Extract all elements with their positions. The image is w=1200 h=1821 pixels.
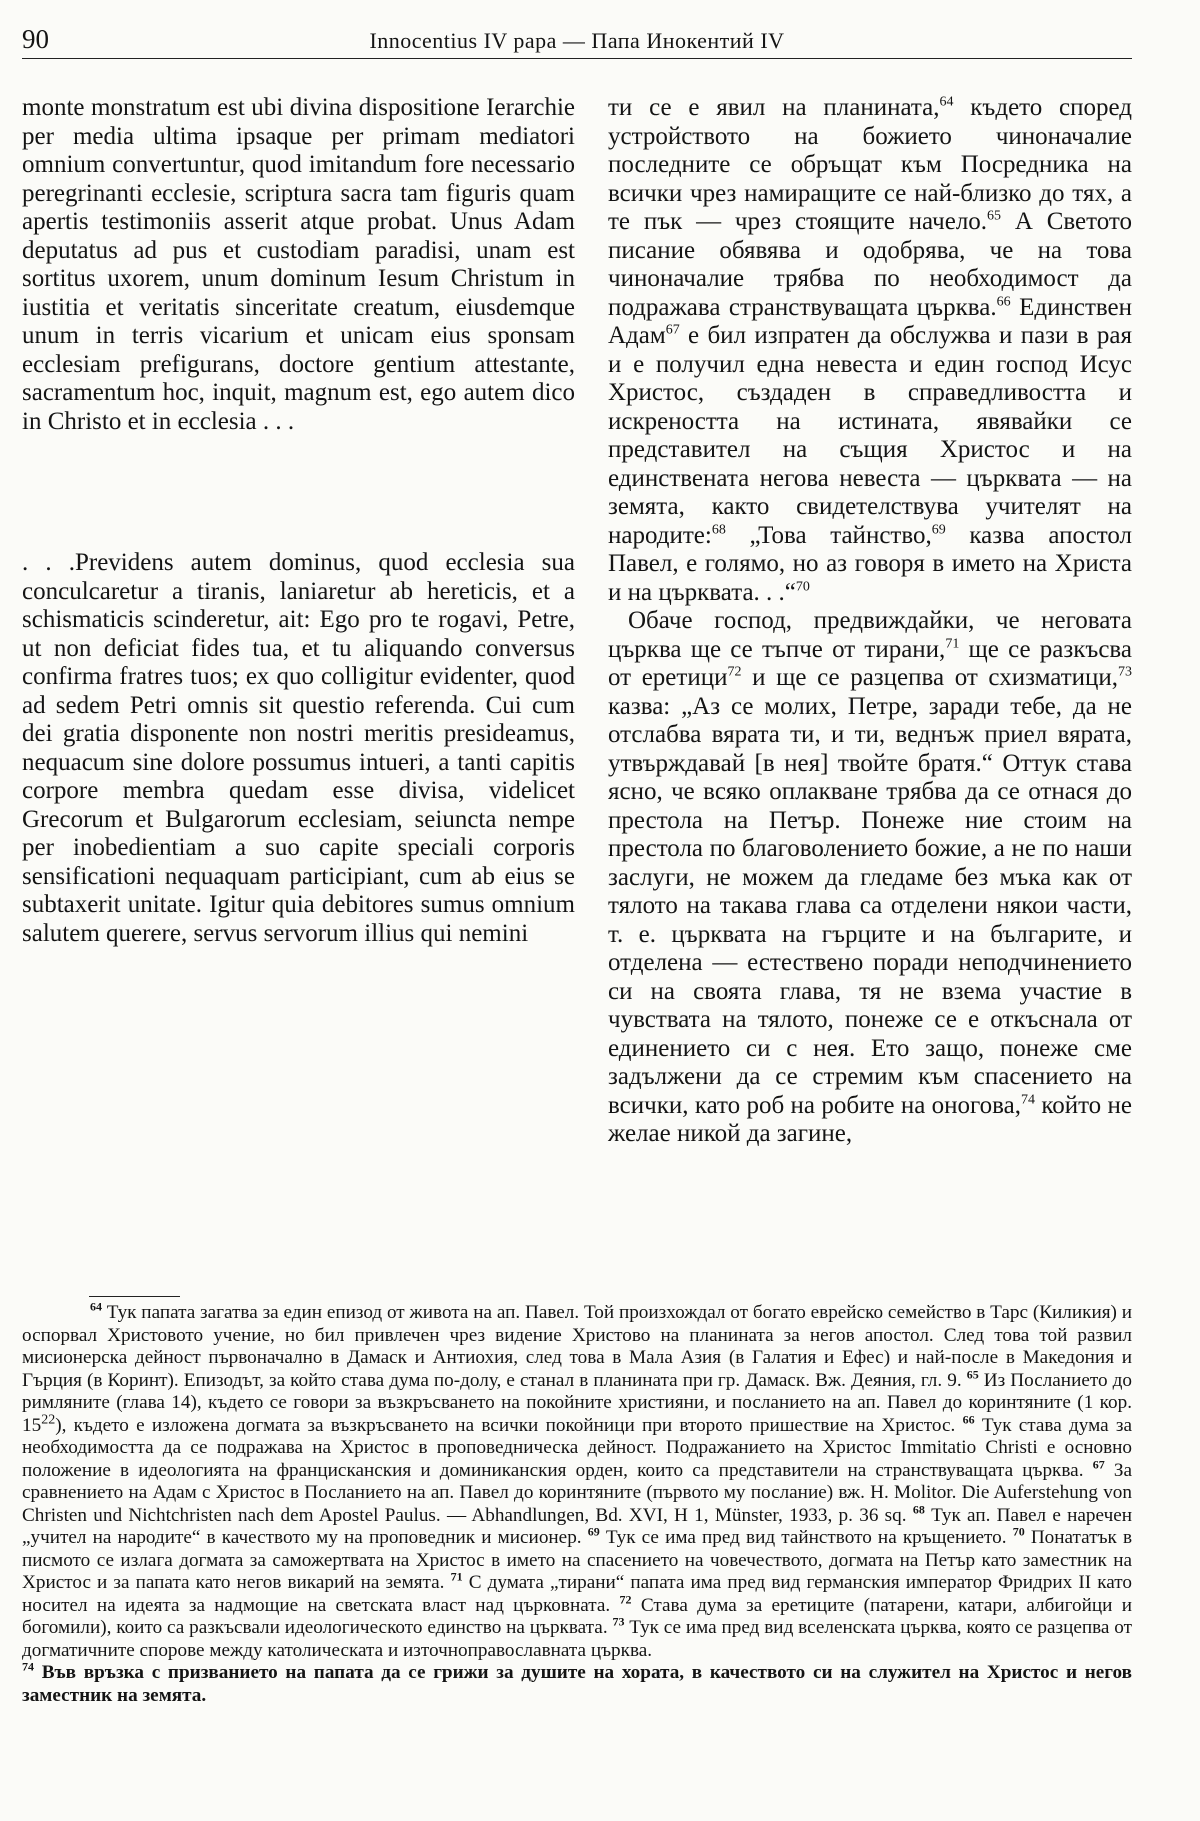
page-number: 90 (22, 24, 49, 54)
page-header (22, 18, 1132, 59)
footnote-separator (89, 1296, 180, 1297)
latin-column (22, 94, 575, 948)
footnote-ref-74[interactable]: 74 (1020, 1092, 1035, 1108)
footnote-number: 72 (619, 1592, 632, 1607)
footnote-number: 73 (612, 1614, 625, 1629)
footnotes (22, 1299, 1133, 1707)
footnote-text: Става дума за еретиците (патарени, катари, албигойци и богомили), които са разкъсвали идеологическото единство на църквата. (22, 1594, 1132, 1638)
footnote-number: 70 (1012, 1524, 1025, 1539)
footnote-text: Тук папата загатва за един епизод от живота на ап. Павел. Той произхождал от богато еврейско семейство в Тарс (Киликия) и оспорвал Христовото учение, но бил привлечен чрез видение Христово на планината за негов апостол. След това той развил мисионерска дейност първоначално в Дамаск и Антиохия, след това в Мала Азия (в Галатия и Ефес) и най-после в Македония и Гърция (в Коринт). Епизодът, за който става дума по-долу, е станал в планината при гр. Дамаск. Вж. Деяния, гл. 9. (22, 1302, 1132, 1391)
bulgarian-paragraph-1: ти се е явил на планината,$^{64}$ където според устройството на божието чиноначалие последните се обръщат към Посредника на всички чрез намиращите се най-близко до тях, а те пък — чрез стоящите начело.$^{65}$ А Светото писание обявява и одобрява, че на това чиноначалие трябва по необходимост да подражава странствуващата църква.$^{66}$ Единствен Адам$^{67}$ е бил изпратен да обслужва и пази в рая и е получил една невеста и един господ Исус Христос, създаден в справедливостта и искреността на истината, явявайки се представител на същия Христос и на единствената негова невеста — църквата — на земята, както свидетелствува учителят на народите:$^{68}$ „Това тайнство,$^{69}$ казва апостол Павел, е голямо, но аз говоря в името на Христа и на църквата. . .“$^{70}$ (608, 94, 1133, 606)
latin-paragraph-1: monte monstratum est ubi divina dispositione Ierarchie per media ultima ipsaque per primam mediatori omnium convertuntur, quod imitandum fore necessario peregrinanti ecclesie, scriptura sacra tam figuris quam apertis testimoniis asserit atque probat. Unus Adam deputatus ad pus et custodiam paradisi, unam est sortitus uxorem, unum dominum Iesum Christum in iustitia et veritatis sinceritate creatum, eiusdemque unum in terris vicarium et unicam eius sponsam ecclesiam prefigurans, doctore gentium attestante, sacramentum hoc, inquit, magnum est, ego autem dico in Christo et in ecclesia . . . (22, 94, 575, 435)
footnote-number: 65 (966, 1367, 979, 1382)
footnote-text: Тук става дума за необходимостта да се подражава на Христос в проповедническа дейност. Подражанието на Христос Immitatio Christi е основно положение в идеологията на францисканския и доминиканския орден, които са представители на странствуващата църква. (22, 1414, 1132, 1481)
footnote-ref-67[interactable]: 67 (665, 322, 680, 338)
footnote-text: С думата „тирани“ папата има пред вид германския император Фридрих II като носител на идеята за надмощие на светската власт над църковната. (22, 1572, 1133, 1616)
latin-paragraph-2: . . .Previdens autem dominus, quod ecclesia sua conculcaretur a tiranis, laniaretur ab hereticis, et a schismaticis scinderetur, ait: Ego pro te rogavi, Petre, ut non deficiat fides tua, et tu aliquando conversus confirma fratres tuos; ex quo colligitur evidenter, quod ad sedem Petri omnis sit questio referenda. Cui cum dei gratia disponente non nostri meritis presideamus, nequacum sine dolore possumus intueri, a tanti capitis corpore membra quedam esse divisa, videlicet Grecorum et Bulgarorum ecclesiam, seiuncta nempe per inobedientiam a suo capite speciali corporis sensificationi nequaquam participiant, cum ab eius se subtaxerit unitate. Igitur quia debitores sumus omnium salutem querere, servus servorum illius qui nemini (22, 549, 575, 947)
footnote-number: 71 (450, 1569, 463, 1584)
footnote-number: 68 (912, 1502, 925, 1517)
footnote-text: За сравнението на Адам с Христос в Посланието на ап. Павел до коринтяните (първото му послание) вж. H. Molitor. Die Auferstehung von Christen und Nichtchristen nach dem Apostel Paulus. — Abhandlungen, Bd. XVI, H 1, Münster, 1933, p. 36 sq. (22, 1459, 1132, 1526)
footnote-ref-70[interactable]: 70 (795, 579, 810, 595)
footnote-74: $^{74}$ Във връзка с призванието на папата да се грижи за душите на хората, в качеството си на служител на Христос и негов заместник на земята. (22, 1659, 1132, 1706)
footnote-number: 67 (1092, 1457, 1105, 1472)
footnote-ref-64[interactable]: 64 (939, 94, 954, 110)
footnote-ref-69[interactable]: 69 (931, 522, 946, 538)
footnote-ref-65[interactable]: 65 (987, 208, 1002, 224)
footnote-ref-73[interactable]: 73 (1118, 664, 1133, 680)
footnote-text: Понататък в писмото се излага догмата за саможертвата на Христос в името на спасението на човечеството, догмата на Петър като заместник на Христос и за папата като негов викарий на земята. (22, 1527, 1133, 1593)
footnote-text: Из Посланието до римляните (глава 14), където се говори за възкръсването на покойните християни, и посланието на ап. Павел до коринтяните (1 кор. 15 (22, 1369, 1133, 1436)
footnote-number: 66 (962, 1412, 975, 1427)
footnote-text: Тук ап. Павел е наречен „учител на народите“ в качеството му на проповедник и мисионер. (22, 1504, 1132, 1548)
footnote-block: $^{64}$ Тук папата загатва за един епизод от живота на ап. Павел. Той произхождал от богато еврейско семейство в Тарс (Киликия) и оспорвал Христовото учение, но бил привлечен чрез видение Христово на планината за негов апостол. След това той развил мисионерска дейност първоначално в Дамаск и Антиохия, след това в Мала Азия (в Галатия и Ефес) и най-после в Македония и Гърция (в Коринт). Епизодът, за който става дума по-долу, е станал в планината при гр. Дамаск. Вж. Деяния, гл. 9. $^{65}$ Из Посланието до римляните (глава 14), където се говори за възкръсването на покойните християни, и посланието на ап. Павел до коринтяните (1 кор. $15^{22}$), където е изложена догмата за възкръсването на всички покойници при второто пришествие на Христос. $^{66}$ Тук става дума за необходимостта да се подражава на Христос в проповедническа дейност. Подражанието на Христос Immitatio Christi е основно положение в идеологията на францисканския и доминиканския орден, които са представители на странствуващата църква. $^{67}$ За сравнението на Адам с Христос в Посланието на ап. Павел до коринтяните (първото му послание) вж. H. Molitor. Die Auferstehung von Christen und Nichtchristen nach dem Apostel Paulus. — Abhandlungen, Bd. XVI, H 1, Münster, 1933, p. 36 sq. $^{68}$ Тук ап. Павел е наречен „учител на народите“ в качеството му на проповедник и мисионер. $^{69}$ Тук се има пред вид тайнството на кръщението. $^{70}$ Понататък в писмото се излага догмата за саможертвата на Христос в името на спасението на човечеството, догмата на Петър като заместник на Христос и за папата като негов викарий на земята. $^{71}$ С думата „тирани“ папата има пред вид германския император Фридрих II като носител на идеята за надмощие на светската власт над църковната. $^{72}$ Става дума за еретиците (патарени, катари, албигойци и богомили), които са разкъсвали идеологическото единство на църквата. $^{73}$ Тук се има пред вид вселенската църква, която се разцепва от догматичните спорове между католическата и източноправославната църква. (22, 1299, 1133, 1661)
running-title: Innocentius IV papa — Папа Инокентий IV (369, 28, 785, 53)
footnote-ref-68[interactable]: 68 (711, 522, 726, 538)
footnote-ref-71[interactable]: 71 (945, 636, 960, 652)
bulgarian-column (608, 94, 1132, 1149)
footnote-text: Тук се има пред вид тайнството на кръщението. (599, 1527, 1007, 1548)
footnote-ref-66[interactable]: 66 (996, 294, 1011, 310)
footnote-ref-72[interactable]: 72 (727, 664, 742, 680)
bulgarian-paragraph-2: Обаче господ, предвиждайки, че неговата църква ще се тъпче от тирани,$^{71}$ ще се разкъсва от еретици$^{72}$ и ще се разцепва от схизматици,$^{73}$ казва: „Аз се молих, Петре, заради тебе, да не отслабва вярата ти, и ти, веднъж приел вярата, утвърждавай [в нея] твойте братя.“ Оттук става ясно, че всяко оплакване трябва да се отнася до престола на Петър. Понеже ние стоим на престола по благоволението божие, а не по наши заслуги, не можем да гледаме без мъка как от тялото на такава глава са отделени някои части, т. е. църквата на гърците и на българите, и отделена — естествено поради неподчинението си на своята глава, тя не взема участие в чувствата на тялото, понеже се е откъснала от единението си с нея. Ето защо, понеже сме задължени да се стремим към спасението на всички, като роб на робите на оногова,$^{74}$ който не желае никой да загине, (608, 607, 1133, 1147)
footnote-number: 69 (587, 1524, 600, 1539)
footnote-number: 64 (90, 1299, 102, 1314)
footnote-text: Тук се има пред вид вселенската църква, която се разцепва от догматичните спорове между католическата и източноправославната църква. (22, 1617, 1133, 1661)
